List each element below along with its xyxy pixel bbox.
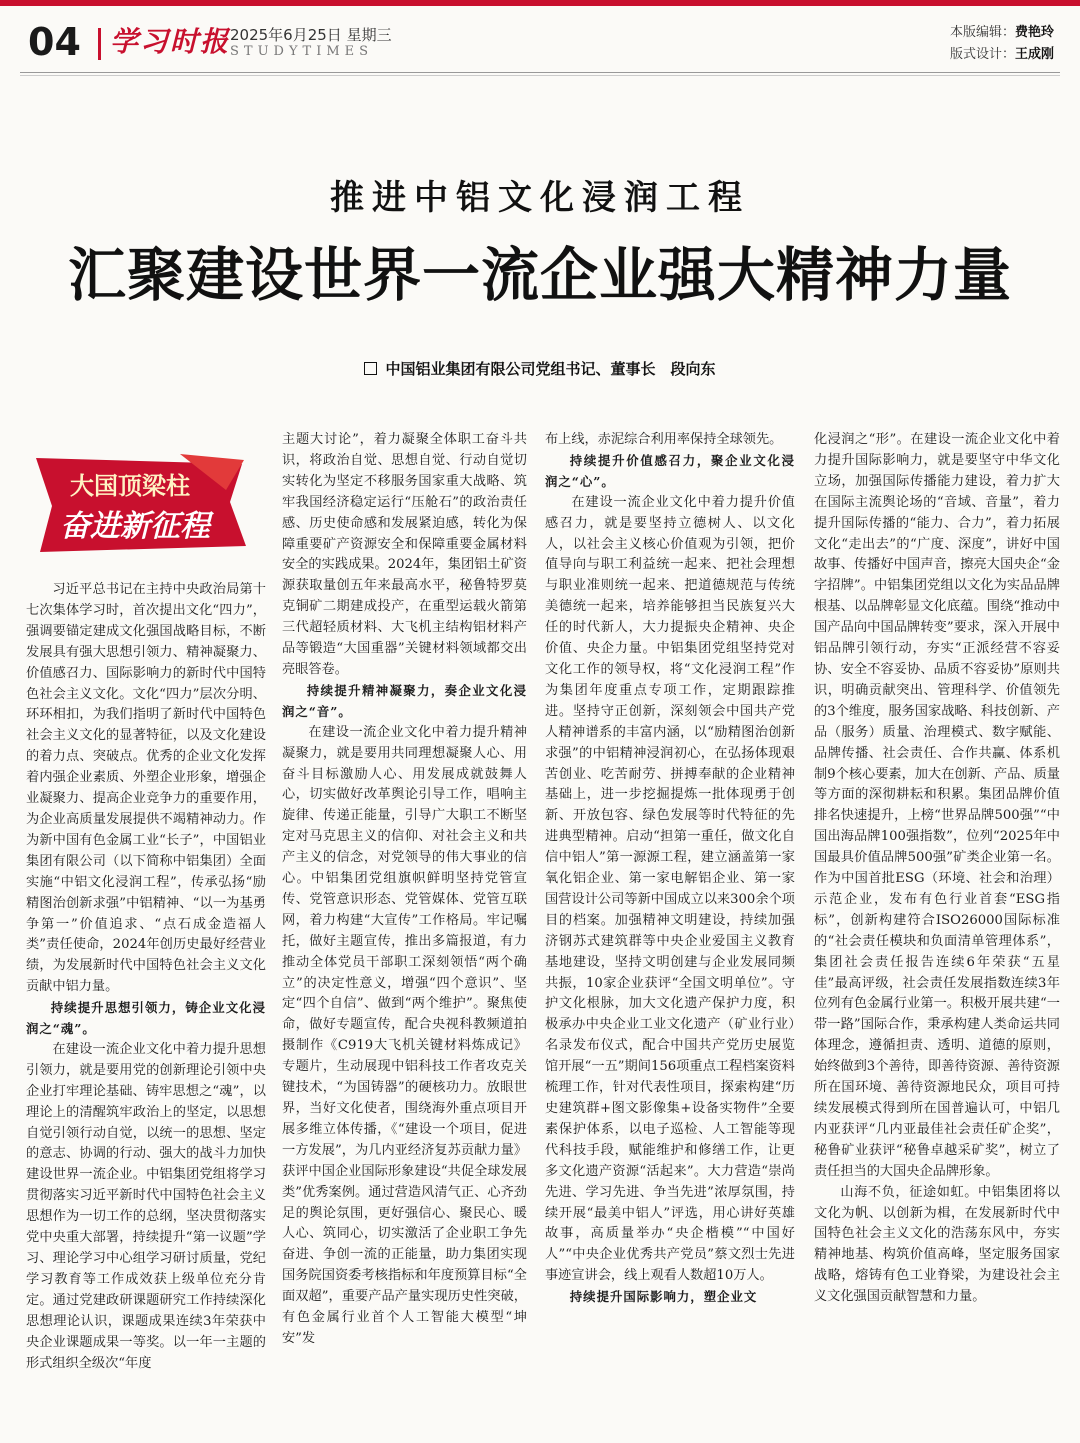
body-paragraph: 在建设一流企业文化中着力提升精神凝聚力，就是要用共同理想凝聚人心、用奋斗目标激励人心、用发展成就鼓舞人心，切实做好改革舆论引导工作，唱响主旋律、传递正能量，引导广大职工不断坚定对马克思主义的信仰、对社会主义和共产主义的信念，对党领导的伟大事业的信心。中铝集团党组旗帜鲜明坚持党管宣传、党管意识形态、党管媒体、党管互联网，着力构建“大宣传”工作格局。牢记嘱托，做好主题宣传，推出多篇报道，有力推动全体党员干部职工深刻领悟“两个确立”的决定性意义，增强“四个意识”、坚定“四个自信”、做到“两个维护”。聚焦使命，做好专题宣传，配合央视科教频道拍摄制作《C919大飞机关键材料炼成记》专题片，生动展现中铝科技工作者攻克关键技术，“为国铸器”的硬核功力。放眼世界，当好文化使者，围绕海外重点项目开展多维立体传播，《“建设一个项目，促进一方发展”，为几内亚经济复苏贡献力量》获评中国企业国际形象建设“共促全球发展类”优秀案例。通过营造风清气正、心齐劲足的舆论氛围，更好强信心、聚民心、暖人心、筑同心，切实激活了企业职工争先奋进、争创一流的正能量，助力集团实现国务院国资委考核指标和年度预算目标“全面双超”，重要产品产量实现历史性突破，有色金属行业首个人工智能大模型“坤安”发 (282, 724, 527, 1346)
column-3 (545, 430, 795, 1435)
editor-credits (950, 22, 1054, 66)
masthead-english: STUDYTIMES (230, 44, 374, 59)
section-subheading: 持续提升国际影响力，塑企业文 (569, 1289, 758, 1305)
byline-text: 中国铝业集团有限公司党组书记、董事长 段向东 (385, 360, 716, 378)
body-paragraph: 在建设一流企业文化中着力提升价值感召力，就是要坚持立德树人、以文化人，以社会主义核心价值观为引领，把价值导向与职工利益统一起来、把社会理想与职业准则统一起来、把道德规范与传统美德统一起来，培养能够担当民族复兴大任的时代新人，大力提振央企精神、央企价值、央企力量。中铝集团党组坚持党对文化工作的领导权，将“文化浸润工程”作为集团年度重点专项工作，定期跟踪推进。坚持守正创新，深刻领会中国共产党人精神谱系的丰富内涵，以“励精图治创新求强”的中铝精神浸润初心，在弘扬体现艰苦创业、吃苦耐劳、拼搏奉献的企业精神基础上，进一步挖掘提炼一批体现勇于创新、开放包容、绿色发展等时代特征的先进典型精神。启动“担第一重任，做文化自信中铝人”第一源源工程，建立涵盖第一家氧化铝企业、第一家电解铝企业、第一家国营设计公司等新中国成立以来300余个项目的档案。加强精神文明建设，持续加强济钢苏式建筑群等中央企业爱国主义教育基地建设，坚持文明创建与企业发展同频共振，10家企业获评“全国文明单位”。守护文化根脉，加大文化遗产保护力度，积极承办中央企业工业文化遗产（矿业行业）名录发布仪式，配合中国共产党历史展览馆开展“一五”期间156项重点工程档案资料梳理工作，针对代表性项目，探索构建“历史建筑群+图文影像集+设备实物件”全要素保护体系，以电子巡检、人工智能等现代科技手段，赋能维护和修缮工作，让更多文化遗产资源“活起来”。大力营造“崇尚先进、学习先进、争当先进”浓厚氛围，持续开展“最美中铝人”评选，用心讲好英雄故事，高质量举办“央企楷模”“中国好人”“中央企业优秀共产党员”蔡文烈士先进事迹宣讲会，线上观看人数超10万人。 (545, 494, 795, 1284)
designer-name: 王成刚 (1014, 47, 1054, 62)
section-subheading: 持续提升精神凝聚力，奏企业文化浸润之“音”。 (282, 682, 527, 719)
editor-name: 费艳玲 (1014, 25, 1054, 40)
body-paragraph: 布上线，赤泥综合利用率保持全球领先。 (545, 432, 783, 447)
header-divider (98, 28, 101, 60)
column-4 (814, 430, 1060, 1435)
body-paragraph: 在建设一流企业文化中着力提升思想引领力，就是要用党的创新理论引领中央企业打牢理论基础、铸牢思想之“魂”，以理论上的清醒筑牢政治上的坚定，以思想自觉引领行动自觉，以统一的思想、坚定的意志、协调的行动、强大的战斗力加快建设世界一流企业。中铝集团党组将学习贯彻落实习近平新时代中国特色社会主义思想作为一切工作的总纲，坚决贯彻落实党中央重大部署，持续提升“第一议题”学习、理论学习中心组学习研讨质量，党纪学习教育等工作成效获上级单位充分肯定。通过党建政研课题研究工作持续深化思想理论认识，课题成果连续3年荣获中央企业课题成果一等奖。以一年一主题的形式组织全级次“年度 (26, 1041, 266, 1371)
header-rule (20, 72, 1060, 73)
page-number: 04 (28, 20, 81, 64)
column-badge (30, 450, 252, 560)
byline-box-icon (364, 362, 377, 375)
article-kicker: 推进中铝文化浸润工程 (330, 178, 750, 218)
body-paragraph: 山海不负，征途如虹。中铝集团将以文化为帆、以创新为楫，在发展新时代中国特色社会主义文化的浩荡东风中，夯实精神地基、构筑价值高峰，坚定服务国家战略，熔铸有色工业脊梁，为建设社会主义文化强国贡献智慧和力量。 (814, 1184, 1060, 1305)
article-byline (0, 358, 1080, 379)
column-1 (26, 580, 266, 1435)
body-paragraph: 化浸润之“形”。在建设一流企业文化中着力提升国际影响力，就是要坚守中华文化立场，加强国际传播能力建设，着力扩大在国际主流舆论场的“音域、音量”，着力提升国际传播的“能力、合力”，着力拓展文化“走出去”的“广度、深度”，讲好中国故事、传播好中国声音，擦亮大国央企“金字招牌”。中铝集团党组以文化为实品品牌根基、以品牌彰显文化底蕴。围绕“推动中国产品向中国品牌转变”要求，深入开展中铝品牌引领行动，夯实“正派经营不容妥协、安全不容妥协、品质不容妥协”原则共识，明确贡献突出、管理科学、价值领先的3个维度，服务国家战略、科技创新、产品（服务）质量、治理模式、数字赋能、品牌传播、社会责任、合作共赢、体系机制9个核心要素，加大在创新、产品、质量等方面的深彻耕耘和积累。集团品牌价值排名快速提升，上榜“世界品牌500强”“中国出海品牌100强指数”，位列“2025年中国最具价值品牌500强”矿类企业第一名。作为中国首批ESG（环境、社会和治理）示范企业，发布有色行业首套“ESG指标”，创新构建符合ISO26000国际标准的“社会责任模块和负面清单管理体系”，集团社会责任报告连续6年荣获“五星佳”最高评级，社会责任发展指数连续3年位列有色金属行业第一。积极开展共建“一带一路”国际合作，秉承构建人类命运共同体理念，遵循担责、透明、道德的原则，始终做到3个善待，即善待资源、善待资源所在国环境、善待资源地民众，项目可持续发展模式得到所在国普遍认可，中铝几内亚获评“几内亚最佳社会责任矿企奖”，秘鲁矿业获评“秘鲁卓越采矿奖”，树立了责任担当的大国央企品牌形象。 (814, 432, 1060, 1179)
masthead-logo: 学习时报 (110, 25, 231, 58)
column-2 (282, 430, 527, 1435)
body-paragraph: 主题大讨论”，着力凝聚全体职工奋斗共识，将政治自觉、思想自觉、行动自觉切实转化为坚定不移服务国家重大战略、筑牢我国经济稳定运行“压舱石”的政治责任感、历史使命感和发展紧迫感，转化为保障重要矿产资源安全和保障重要金属材料安全的实践成果。2024年，集团铝土矿资源获取量创五年来最高水平，秘鲁特罗莫克铜矿二期建成投产，在重型运载火箭第三代超轻质材料、大飞机主结构铝材料产品等锻造“大国重器”关键材料领域都交出亮眼答卷。 (282, 432, 527, 677)
issue-date: 2025年6月25日 星期三 (230, 26, 392, 44)
badge-line2: 奋进新征程 (60, 509, 210, 544)
editor-label: 本版编辑： (949, 25, 1015, 40)
badge-line1: 大国顶梁柱 (70, 472, 190, 500)
section-subheading: 持续提升思想引领力，铸企业文化浸润之“魂”。 (26, 1000, 266, 1037)
article-headline: 汇聚建设世界一流企业强大精神力量 (67, 241, 1012, 309)
page-header (20, 14, 1060, 70)
top-red-rule (0, 0, 1080, 6)
body-paragraph: 习近平总书记在主持中央政治局第十七次集体学习时，首次提出文化“四力”，强调要锚定建成文化强国战略目标，不断发展具有强大思想引领力、精神凝聚力、价值感召力、国际影响力的新时代中国特色社会主义文化。文化“四力”层次分明、环环相扣，为我们指明了新时代中国特色社会主义文化的显著特征，以及文化建设的着力点、突破点。优秀的企业文化发挥着内强企业素质、外塑企业形象，增强企业凝聚力、提高企业竞争力的重要作用，为企业高质量发展提供不竭精神动力。作为新中国有色金属工业“长子”，中国铝业集团有限公司（以下简称中铝集团）全面实施“中铝文化浸润工程”，传承弘扬“励精图治创新求强”中铝精神、“以一为基勇争第一”价值追求、“点石成金造福人类”责任使命，2024年创历史最好经营业绩，为发展新时代中国特色社会主义文化贡献中铝力量。 (26, 582, 266, 995)
designer-label: 版式设计： (949, 47, 1015, 62)
section-subheading: 持续提升价值感召力，聚企业文化浸润之“心”。 (545, 452, 795, 489)
header-rule-secondary (20, 75, 1060, 76)
